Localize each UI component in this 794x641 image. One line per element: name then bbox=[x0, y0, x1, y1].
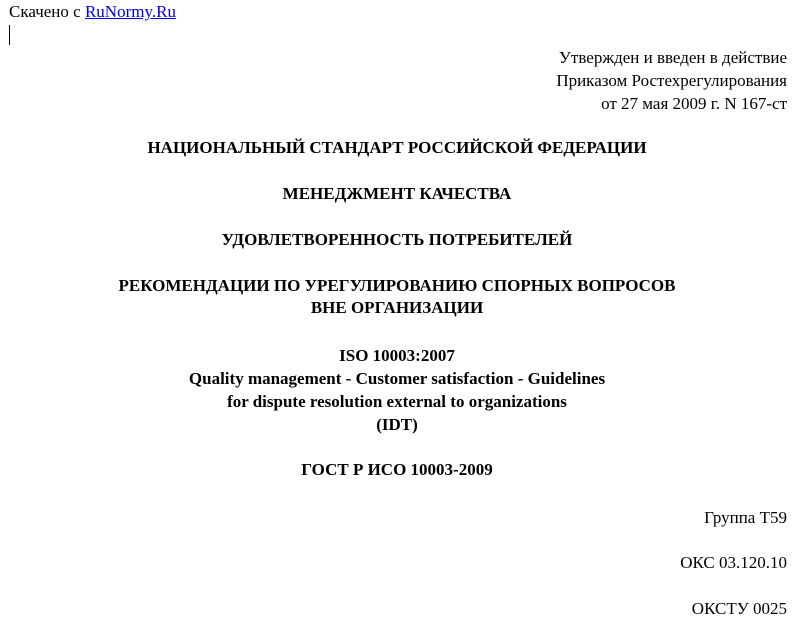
approval-line-1: Утвержден и введен в действие bbox=[558, 48, 787, 67]
iso-block bbox=[0, 344, 794, 436]
gost-text: ГОСТ Р ИСО 10003-2009 bbox=[301, 460, 493, 479]
approval-block bbox=[556, 46, 787, 115]
gost-heading bbox=[0, 459, 794, 481]
topic-text: УДОВЛЕТВОРЕННОСТЬ ПОТРЕБИТЕЛЕЙ bbox=[221, 230, 573, 249]
recommendations-heading bbox=[0, 275, 794, 319]
text-cursor bbox=[9, 25, 10, 45]
recommendations-line-2: ВНЕ ОРГАНИЗАЦИИ bbox=[310, 298, 484, 317]
approval-line-2: Приказом Ростехрегулирования bbox=[556, 71, 787, 90]
iso-equivalence: (IDT) bbox=[376, 415, 418, 434]
source-line bbox=[9, 1, 176, 23]
oks-code: ОКС 03.120.10 bbox=[680, 553, 787, 572]
recommendations-line-1: РЕКОМЕНДАЦИИ ПО УРЕГУЛИРОВАНИЮ СПОРНЫХ ВОПРОСОВ bbox=[118, 276, 676, 295]
source-prefix: Скачено с bbox=[9, 2, 85, 21]
subject-heading bbox=[0, 183, 794, 205]
iso-code: ISO 10003:2007 bbox=[339, 346, 455, 365]
runormy-link[interactable]: RuNormy.Ru bbox=[84, 2, 176, 21]
group-code: Группа Т59 bbox=[704, 508, 787, 527]
topic-heading bbox=[0, 229, 794, 251]
standard-type-heading bbox=[0, 137, 794, 159]
standard-type-text: НАЦИОНАЛЬНЫЙ СТАНДАРТ РОССИЙСКОЙ ФЕДЕРАЦИИ bbox=[147, 138, 647, 157]
approval-line-3: от 27 мая 2009 г. N 167-ст bbox=[601, 94, 787, 113]
okstu-code: ОКСТУ 0025 bbox=[691, 599, 787, 618]
iso-title-line-1: Quality management - Customer satisfaction - Guidelines bbox=[188, 369, 606, 388]
subject-text: МЕНЕДЖМЕНТ КАЧЕСТВА bbox=[282, 184, 512, 203]
iso-title-line-2: for dispute resolution external to organizations bbox=[227, 392, 567, 411]
